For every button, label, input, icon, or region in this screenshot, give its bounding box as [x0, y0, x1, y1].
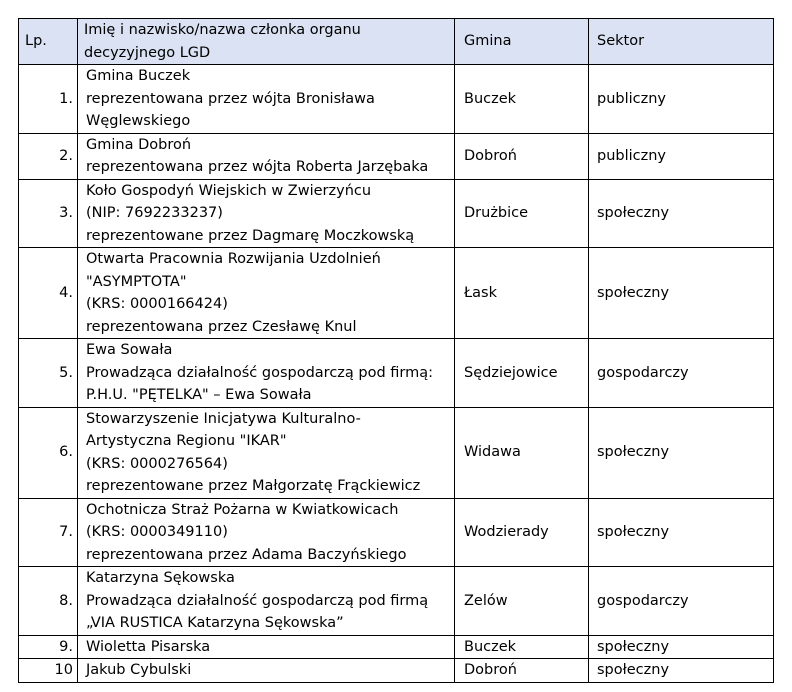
member-name-cell: [78, 567, 455, 636]
member-name-cell: [78, 659, 455, 683]
header-row: [19, 19, 774, 65]
member-name-line: Jakub Cybulski: [86, 662, 192, 678]
header-name-line1: Imię i nazwisko/nazwa członka organu: [84, 22, 361, 38]
sektor-cell: społeczny: [589, 635, 774, 659]
row-number: 2.: [19, 133, 78, 179]
table-row: [19, 567, 774, 636]
table-header: [19, 19, 774, 65]
member-name-line: reprezentowana przez Adama Baczyńskiego: [86, 546, 407, 563]
header-name-line2: decyzyjnego LGD: [84, 44, 211, 61]
header-sektor: Sektor: [589, 19, 774, 65]
row-number: 5.: [19, 339, 78, 408]
gmina-cell: Buczek: [455, 635, 589, 659]
sektor-cell: publiczny: [589, 65, 774, 134]
member-name-line: Artystyczna Regionu "IKAR": [86, 433, 287, 449]
table-row: [19, 498, 774, 567]
table-body: [19, 65, 774, 683]
table-row: [19, 635, 774, 659]
row-number: 4.: [19, 248, 78, 339]
member-name-cell: [78, 65, 455, 134]
member-name-line: Prowadząca działalność gospodarczą pod firmą: [86, 592, 429, 609]
member-name-line: Stowarzyszenie Inicjatywa Kulturalno-: [86, 410, 361, 427]
gmina-cell: Wodzierady: [455, 498, 589, 567]
table-row: [19, 407, 774, 498]
header-lp: Lp.: [19, 19, 78, 65]
member-name-line: Ochotnicza Straż Pożarna w Kwiatkowicach: [86, 501, 399, 518]
member-name-line: "ASYMPTOTA": [86, 273, 187, 290]
member-name-line: reprezentowana przez wójta Bronisława: [86, 90, 375, 107]
member-name-cell: [78, 635, 455, 659]
gmina-cell: Buczek: [455, 65, 589, 134]
member-name-cell: [78, 133, 455, 179]
table-row: [19, 339, 774, 408]
gmina-cell: Zelów: [455, 567, 589, 636]
member-name-line: (NIP: 7692233237): [86, 205, 223, 221]
member-name-line: Otwarta Pracownia Rozwijania Uzdolnień: [86, 251, 381, 267]
member-name-line: (KRS: 0000166424): [86, 296, 228, 312]
gmina-cell: Dobroń: [455, 659, 589, 683]
member-name-cell: [78, 248, 455, 339]
gmina-cell: Widawa: [455, 407, 589, 498]
member-name-cell: [78, 179, 455, 248]
member-name-line: Wioletta Pisarska: [86, 638, 211, 655]
row-number: 1.: [19, 65, 78, 134]
member-name-line: reprezentowane przez Małgorzatę Frąckiewicz: [86, 478, 421, 494]
sektor-cell: społeczny: [589, 248, 774, 339]
row-number: 7.: [19, 498, 78, 567]
header-gmina: Gmina: [455, 19, 589, 65]
member-name-line: Węglewskiego: [86, 113, 191, 129]
gmina-cell: Drużbice: [455, 179, 589, 248]
member-name-cell: [78, 407, 455, 498]
member-name-line: Koło Gospodyń Wiejskich w Zwierzyńcu: [86, 182, 372, 199]
gmina-cell: Sędziejowice: [455, 339, 589, 408]
table-row: [19, 248, 774, 339]
sektor-cell: społeczny: [589, 498, 774, 567]
sektor-cell: publiczny: [589, 133, 774, 179]
sektor-cell: gospodarczy: [589, 339, 774, 408]
sektor-cell: społeczny: [589, 659, 774, 683]
sektor-cell: gospodarczy: [589, 567, 774, 636]
table-row: [19, 659, 774, 683]
member-name-line: reprezentowana przez Czesławę Knul: [86, 318, 357, 335]
member-name-line: (KRS: 0000349110): [86, 524, 228, 540]
row-number: 6.: [19, 407, 78, 498]
member-name-line: reprezentowane przez Dagmarę Moczkowską: [86, 227, 415, 244]
member-name-line: reprezentowana przez wójta Roberta Jarzębaka: [86, 159, 429, 175]
sektor-cell: społeczny: [589, 407, 774, 498]
row-number: 9.: [19, 635, 78, 659]
member-name-cell: [78, 498, 455, 567]
row-number: 8.: [19, 567, 78, 636]
member-name-line: „VIA RUSTICA Katarzyna Sękowska”: [86, 615, 344, 631]
member-name-line: (KRS: 0000276564): [86, 455, 228, 472]
member-name-line: Ewa Sowała: [86, 342, 173, 358]
gmina-cell: Dobroń: [455, 133, 589, 179]
member-name-line: Prowadząca działalność gospodarczą pod firmą:: [86, 364, 434, 381]
gmina-cell: Łask: [455, 248, 589, 339]
sektor-cell: społeczny: [589, 179, 774, 248]
table-row: [19, 133, 774, 179]
member-name-line: Gmina Buczek: [86, 68, 191, 84]
row-number: 10: [19, 659, 78, 683]
table-row: [19, 179, 774, 248]
member-name-line: Gmina Dobroń: [86, 136, 192, 153]
member-name-line: Katarzyna Sękowska: [86, 570, 235, 586]
member-name-line: P.H.U. "PĘTELKA" – Ewa Sowała: [86, 387, 312, 403]
header-name: [78, 19, 455, 65]
row-number: 3.: [19, 179, 78, 248]
members-table: [18, 18, 774, 683]
member-name-cell: [78, 339, 455, 408]
table-row: [19, 65, 774, 134]
